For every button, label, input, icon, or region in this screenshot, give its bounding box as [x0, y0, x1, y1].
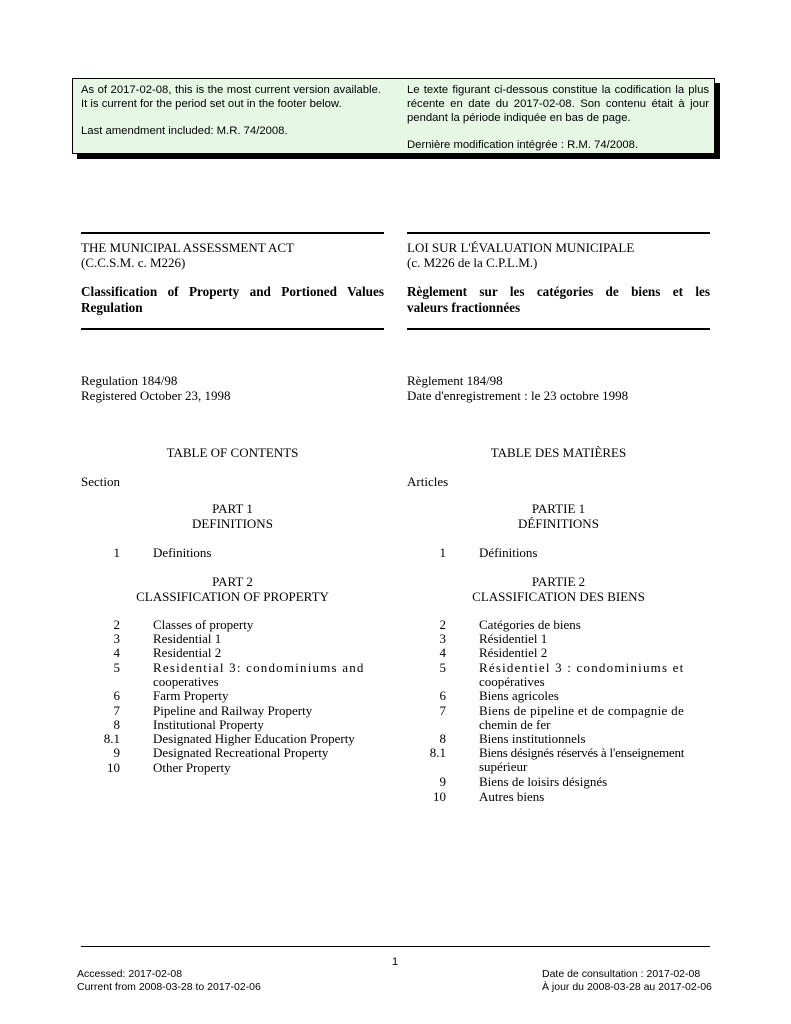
toc-title: Classes of property: [153, 617, 254, 632]
toc-title: Pipeline and Railway Property: [153, 703, 313, 718]
notice-fr-text: Le texte figurant ci-dessous constitue la codification la plus récente en date du 2017-02-08. Son contenu était à jour pendant la période indiquée en bas de page.: [407, 84, 709, 124]
part1-title-en: DEFINITIONS: [192, 515, 273, 531]
accessed-date-en: Accessed: 2017-02-08: [77, 968, 183, 980]
toc-title-continued: chemin de fer: [479, 717, 551, 732]
notice-fr-amendment: Dernière modification intégrée : R.M. 74/2008.: [407, 139, 639, 151]
title-top-rule-fr: [407, 232, 710, 234]
part2-heading-en: [81, 575, 384, 604]
part2-heading-fr: [407, 575, 710, 604]
toc-number: 1: [439, 545, 446, 560]
act-citation-fr: (c. M226 de la C.P.L.M.): [407, 255, 538, 270]
notice-en-text: As of 2017-02-08, this is the most current version available. It is current for the period set out in the footer below.: [81, 84, 381, 110]
reg-title-line1-en: Classification of Property and Portioned Values: [81, 284, 384, 299]
page-number: 1: [391, 956, 399, 968]
part2-label-fr: PARTIE 2: [531, 574, 586, 589]
toc-number: 2: [439, 617, 446, 632]
toc-number: 4: [113, 645, 120, 660]
toc-number: 9: [113, 745, 120, 760]
reg-title-line2-en: Regulation: [81, 300, 143, 315]
toc-number: 6: [439, 688, 446, 703]
toc-number: 4: [439, 645, 446, 660]
part2-title-fr: CLASSIFICATION DES BIENS: [472, 588, 645, 604]
reg-title-line1-fr: Règlement sur les catégories de biens et les: [407, 284, 710, 299]
registration-info-fr: [407, 373, 628, 403]
toc-number: 8.1: [429, 745, 446, 760]
toc-number: 5: [113, 660, 120, 675]
title-bottom-rule-en: [81, 328, 384, 330]
registered-date-fr: Date d'enregistrement : le 23 octobre 1998: [407, 388, 629, 403]
section-label-en: Section: [81, 474, 120, 489]
toc-title: Résidentiel 1: [479, 631, 548, 646]
toc-title: Definitions: [153, 545, 212, 560]
toc-number: 10: [433, 789, 446, 804]
toc-number: 7: [439, 703, 446, 718]
toc-number: 9: [439, 774, 446, 789]
part1-heading-fr: [407, 502, 710, 531]
notice-en-amendment: Last amendment included: M.R. 74/2008.: [81, 125, 288, 137]
registered-date-en: Registered October 23, 1998: [81, 388, 231, 403]
regulation-title-en: [81, 284, 384, 316]
footer-french: [542, 968, 712, 993]
act-citation-en: (C.C.S.M. c. M226): [81, 255, 186, 270]
toc-title: Définitions: [479, 545, 538, 560]
toc-number: 10: [107, 760, 120, 775]
toc-title: Biens institutionnels: [479, 731, 586, 746]
act-heading-fr: [407, 240, 634, 270]
registration-info-en: [81, 373, 230, 403]
toc-heading-en: TABLE OF CONTENTS: [166, 445, 299, 460]
title-bottom-rule-fr: [407, 328, 710, 330]
footer-rule: [81, 946, 710, 947]
currency-notice-box: [72, 78, 715, 154]
part2-title-en: CLASSIFICATION OF PROPERTY: [136, 588, 329, 604]
toc-number: 2: [113, 617, 120, 632]
toc-number: 7: [113, 703, 120, 718]
toc-title-continued: coopératives: [479, 674, 545, 689]
toc-title: Institutional Property: [153, 717, 264, 732]
current-period-fr: À jour du 2008-03-28 au 2017-02-06: [542, 980, 712, 993]
toc-title: Residential 2: [153, 645, 222, 660]
accessed-date-fr: Date de consultation : 2017-02-08: [542, 968, 701, 980]
toc-number: 8.1: [103, 731, 120, 746]
act-heading-en: [81, 240, 294, 270]
toc-title: Biens de pipeline et de compagnie de: [479, 703, 685, 718]
part1-title-fr: DÉFINITIONS: [518, 515, 599, 531]
toc-title: Farm Property: [153, 688, 229, 703]
title-top-rule-en: [81, 232, 384, 234]
toc-number: 1: [113, 545, 120, 560]
act-name-en: THE MUNICIPAL ASSESSMENT ACT: [81, 240, 294, 255]
toc-title-continued: cooperatives: [153, 674, 219, 689]
part2-label-en: PART 2: [212, 574, 253, 589]
toc-title: Residential 3: condominiums and: [153, 660, 365, 675]
toc-number: 6: [113, 688, 120, 703]
toc-number: 8: [439, 731, 446, 746]
toc-title: Résidentiel 2: [479, 645, 548, 660]
toc-title: Other Property: [153, 760, 231, 775]
notice-french: [407, 83, 709, 152]
reg-title-line2-fr: valeurs fractionnées: [407, 300, 521, 315]
part1-label-fr: PARTIE 1: [531, 501, 586, 516]
part1-heading-en: [81, 502, 384, 531]
toc-title: Designated Higher Education Property: [153, 731, 355, 746]
act-name-fr: LOI SUR L'ÉVALUATION MUNICIPALE: [407, 240, 635, 255]
toc-title: Autres biens: [479, 789, 545, 804]
notice-english: [81, 83, 381, 138]
footer-english: [77, 968, 261, 993]
toc-title: Residential 1: [153, 631, 222, 646]
toc-title: Résidentiel 3 : condominiums et: [479, 660, 685, 675]
toc-title: Biens de loisirs désignés: [479, 774, 608, 789]
regulation-number-en: Regulation 184/98: [81, 373, 178, 388]
toc-number: 3: [113, 631, 120, 646]
toc-title-continued: supérieur: [479, 759, 528, 774]
toc-number: 5: [439, 660, 446, 675]
section-label-fr: Articles: [407, 474, 449, 489]
regulation-title-fr: [407, 284, 710, 316]
toc-title: Catégories de biens: [479, 617, 581, 632]
toc-number: 3: [439, 631, 446, 646]
toc-number: 8: [113, 717, 120, 732]
toc-title: Biens agricoles: [479, 688, 559, 703]
current-period-en: Current from 2008-03-28 to 2017-02-06: [77, 980, 261, 993]
part1-label-en: PART 1: [212, 501, 253, 516]
toc-title: Biens désignés réservés à l'enseignement: [479, 745, 685, 760]
toc-title: Designated Recreational Property: [153, 745, 329, 760]
toc-heading-fr: TABLE DES MATIÈRES: [490, 445, 627, 460]
regulation-number-fr: Règlement 184/98: [407, 373, 503, 388]
